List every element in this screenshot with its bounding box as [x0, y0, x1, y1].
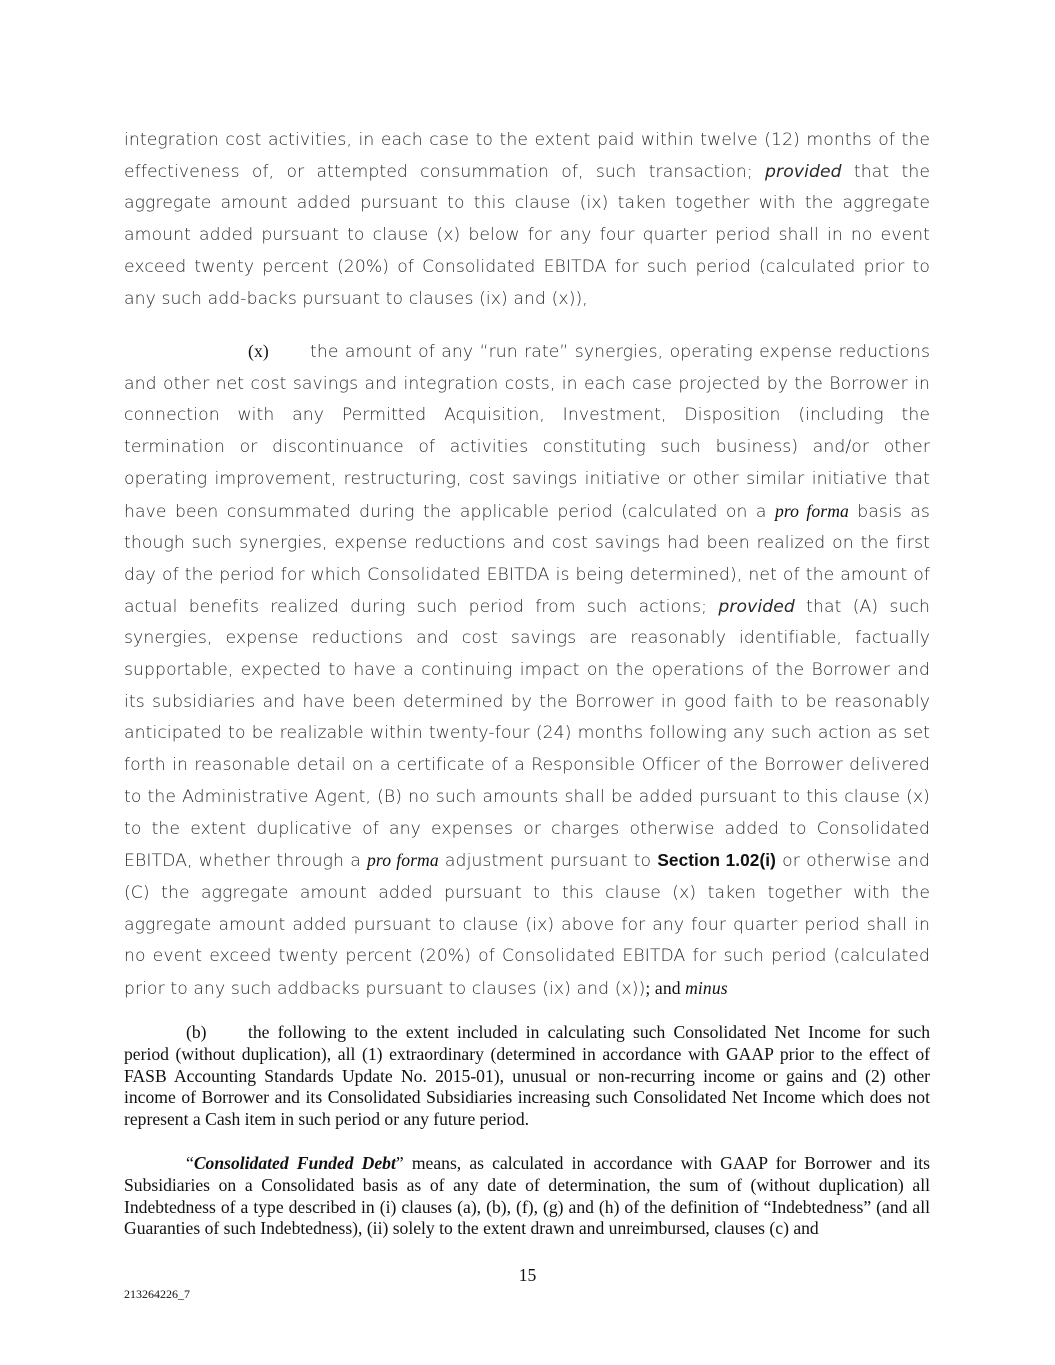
paragraph-clause-ix-continuation [124, 125, 930, 315]
clause-label-b: (b) [186, 1022, 207, 1042]
text-run: the following to the extent included in calculating such Consolidated Net Income for such period (without duplication), all (1) extraordinary (determined in accordance with GAAP prior to the effect of FASB Accounting Standards Update No. 2015-01), unusual or non-recurring income or gains and (2) other income of Borrower and its Consolidated Subsidiaries increasing such Consolidated Net Income which does not represent a Cash item in such period or any future period. [124, 1022, 930, 1130]
italic-pro-forma: pro forma [367, 850, 439, 871]
text-run: that the aggregate amount added pursuant to this clause (ix) taken together with the aggregate amount added pursuant to clause (x) below for any four quarter period shall in no event exceed twenty percent (20%) of Consolidated EBITDA for such period (calculated prior to any such add-backs pursuant to clauses (ix) and (x)), [124, 161, 930, 309]
text-run: or otherwise and (C) the aggregate amount added pursuant to this clause (x) taken together with the aggregate amount added pursuant to clause (ix) above for any four quarter period shall in no event exceed twenty percent (20%) of Consolidated EBITDA for such period (calculated prior to any such addbacks pursuant to clauses (ix) and (x)) [124, 851, 930, 1000]
defined-term: Consolidated Funded Debt [193, 1153, 396, 1173]
paragraph-clause-x [124, 336, 930, 1006]
section-reference: Section 1.02(i) [657, 850, 776, 871]
text-run: basis as though such synergies, expense reductions and cost savings had been realized on the first day of the period for which Consolidated EBITDA is being determined), net of the amount of actual benefits realized during such period from such actions; [124, 501, 930, 617]
italic-provided: provided [718, 596, 795, 617]
text-run: adjustment pursuant to [438, 851, 658, 872]
text-run: that (A) such synergies, expense reductions and cost savings are reasonably identifiable, factually supportable, expected to have a continuing impact on the operations of the Borrower and its subsidiaries and have been determined by the Borrower in good faith to be reasonably anticipated to be realizable within twenty-four (24) months following any such action as set forth in reasonable detail on a certificate of a Responsible Officer of the Borrower delivered to the Administrative Agent, (B) no such amounts shall be added pursuant to this clause (x) to the extent duplicative of any expenses or charges otherwise added to Consolidated EBITDA, whether through a [124, 596, 930, 872]
italic-pro-forma: pro forma [774, 500, 849, 521]
clause-label-x: (x) [248, 341, 269, 361]
text-run: the amount of any “run rate” synergies, operating expense reductions and other net cost savings and integration costs, in each case projected by the Borrower in connection with any Permitted Acquisition, Investment, Disposition (including the termination or discontinuance of activities constituting such business) and/or other operating improvement, restructuring, cost savings initiative or other similar initiative that have been consummated during the applicable period (calculated on a [124, 342, 930, 522]
quote-mark: “ [186, 1153, 194, 1173]
text-run: ; and [645, 978, 686, 999]
text-run: ” means, as calculated in accordance with GAAP for Borrower and its Subsidiaries on a Consolidated basis as of any date of determination, the sum of (without duplication) all Indebtedness of a type described in (i) clauses (a), (b), (f), (g) and (h) of the definition of “Indebtedness” (and all Guaranties of such Indebtedness), (ii) solely to the extent drawn and unreimbursed, clauses (c) and [124, 1153, 931, 1239]
italic-provided: provided [765, 161, 842, 182]
paragraph-clause-b [124, 1022, 930, 1131]
text-run: integration cost activities, in each case to the extent paid within twelve (12) months of the effectiveness of, or attempted consummation of, such transaction; [124, 130, 930, 182]
paragraph-consolidated-funded-debt [124, 1153, 930, 1240]
italic-minus: minus [685, 978, 728, 999]
page-number: 15 [518, 1265, 537, 1285]
document-id: 213264226_7 [124, 1287, 190, 1301]
